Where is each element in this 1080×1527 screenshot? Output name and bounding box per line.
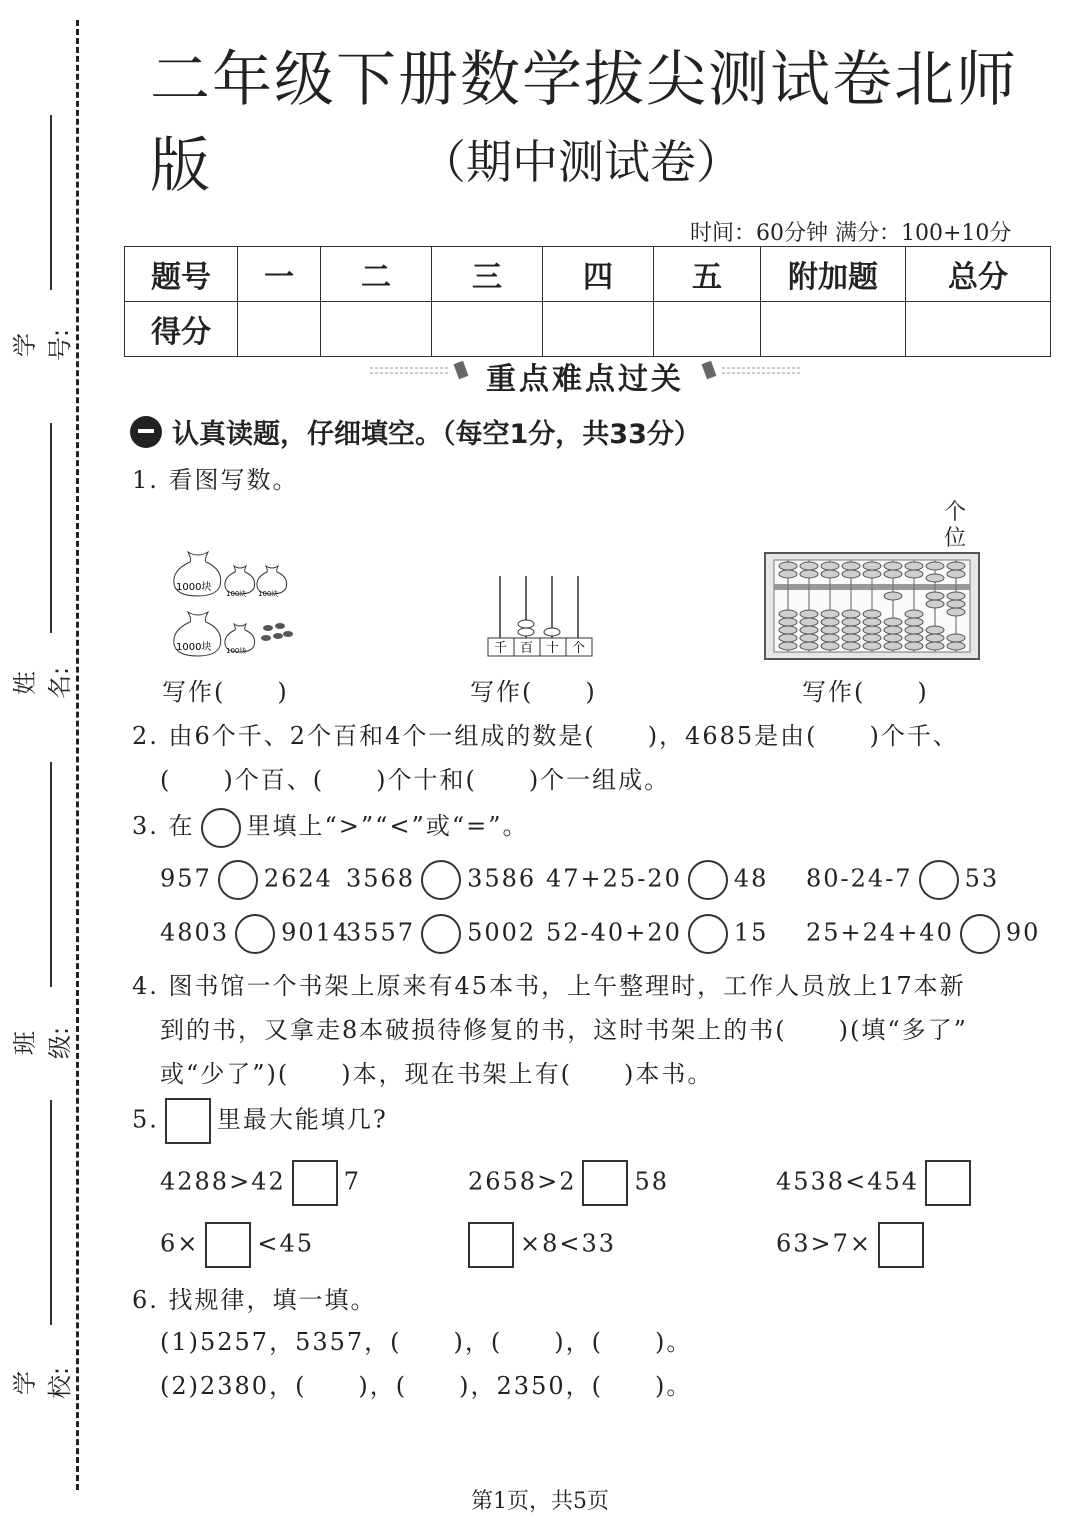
q3-row2-a <box>160 914 350 954</box>
q3-row2-d <box>806 914 1040 954</box>
compare-circle-input[interactable] <box>688 914 728 954</box>
q5-item-1 <box>160 1160 361 1206</box>
q3-stem-a: 3. 在 <box>132 812 195 840</box>
q4-line1: 4. 图书馆一个书架上原来有45本书，上午整理时，工作人员放上17本新 <box>132 972 966 1000</box>
abacus-label-hundreds: 百 <box>520 641 534 656</box>
q3-right: 3586 <box>467 864 537 893</box>
score-cell: 总分 <box>906 247 1051 302</box>
page-footer: 第1页，共5页 <box>471 1489 609 1514</box>
q3-row2-b <box>346 914 536 954</box>
q5-item-4 <box>160 1222 314 1268</box>
q5-left: 63>7× <box>776 1229 873 1258</box>
score-input[interactable] <box>761 302 906 357</box>
score-cell: 附加题 <box>761 247 906 302</box>
q5-right: 58 <box>634 1167 670 1196</box>
score-input[interactable] <box>238 302 321 357</box>
exam-meta: 时间：60分钟 满分：100+10分 <box>690 221 1012 246</box>
name-line <box>50 423 52 633</box>
score-input[interactable] <box>906 302 1051 357</box>
q3-right: 48 <box>733 864 769 893</box>
q3-row1-d <box>806 860 999 900</box>
student-id-label: 学号: <box>11 328 74 362</box>
q3-left: 3557 <box>346 918 416 947</box>
class-line <box>50 762 52 987</box>
score-row-label: 得分 <box>125 302 238 357</box>
score-cell: 一 <box>238 247 321 302</box>
compare-circle-input[interactable] <box>421 914 461 954</box>
student-id-line <box>50 115 52 290</box>
abacus-label-tens: 十 <box>546 641 560 656</box>
q6-stem: 6. 找规律，填一填。 <box>132 1286 377 1314</box>
q2-line2: ( )个百、( )个十和( )个一组成。 <box>160 766 671 794</box>
q3-left: 4803 <box>160 918 230 947</box>
q5-right: ×8<33 <box>520 1229 617 1258</box>
name-label: 姓名: <box>11 666 74 700</box>
abacus-label-ones: 个 <box>572 641 586 656</box>
q3-stem <box>132 806 528 848</box>
q3-stem-b: 里填上“>”“<”或“=”。 <box>246 812 529 840</box>
q3-right: 5002 <box>467 918 537 947</box>
q3-left: 957 <box>160 864 212 893</box>
q3-row1-b <box>346 860 536 900</box>
circle-blank-icon <box>201 808 241 848</box>
q3-right: 15 <box>733 918 769 947</box>
q3-right: 90 <box>1005 918 1041 947</box>
compare-circle-input[interactable] <box>688 860 728 900</box>
q1-answer-a[interactable]: 写作( ) <box>162 678 289 706</box>
q6-line1: (1)5257，5357，( )，( )，( )。 <box>160 1328 693 1356</box>
digit-box-input[interactable] <box>878 1222 924 1268</box>
q3-left: 25+24+40 <box>806 918 954 947</box>
compare-circle-input[interactable] <box>960 914 1000 954</box>
q5-item-3 <box>776 1160 977 1206</box>
page-title: 二年级下册数学拔尖测试卷北师版 <box>150 45 1018 201</box>
page-subtitle: （期中测试卷） <box>420 135 742 189</box>
q3-left: 52-40+20 <box>546 918 682 947</box>
q1-answer-c[interactable]: 写作( ) <box>802 678 929 706</box>
class-label: 班级: <box>11 1026 74 1060</box>
bag-small-label: 100块 <box>226 647 247 655</box>
score-table <box>124 246 1051 357</box>
section-one-badge-icon <box>130 416 162 448</box>
score-cell: 题号 <box>125 247 238 302</box>
score-table-score-row <box>125 302 1051 357</box>
score-cell: 二 <box>321 247 432 302</box>
suanpan-ones-label: 个位 <box>944 500 967 551</box>
score-table-header-row <box>125 247 1051 302</box>
q5-stem-a: 5. <box>132 1105 159 1134</box>
score-input[interactable] <box>654 302 761 357</box>
bag-big-label: 1000块 <box>176 582 212 593</box>
q5-left: 4288>42 <box>160 1167 286 1196</box>
q4-line3: 或“少了”)( )本，现在书架上有( )本书。 <box>160 1060 714 1088</box>
school-label: 学校: <box>11 1366 74 1400</box>
q3-right: 2624 <box>263 864 333 893</box>
digit-box-input[interactable] <box>205 1222 251 1268</box>
score-cell: 三 <box>432 247 543 302</box>
score-input[interactable] <box>543 302 654 357</box>
compare-circle-input[interactable] <box>421 860 461 900</box>
digit-box-input[interactable] <box>468 1222 514 1268</box>
bag-big-label: 1000块 <box>176 642 212 653</box>
school-line <box>50 1100 52 1325</box>
suanpan-image <box>764 552 980 660</box>
q4-line2: 到的书，又拿走8本破损待修复的书，这时书架上的书( )(填“多了” <box>160 1016 968 1044</box>
q6-line2: (2)2380，( )，( )，2350，( )。 <box>160 1372 693 1400</box>
digit-box-input[interactable] <box>925 1160 971 1206</box>
q2-line1: 2. 由6个千、2个百和4个一组成的数是( )，4685是由( )个千、 <box>132 722 959 750</box>
q3-left: 47+25-20 <box>546 864 682 893</box>
compare-circle-input[interactable] <box>218 860 258 900</box>
score-cell: 四 <box>543 247 654 302</box>
section-heading: 认真读题，仔细填空。（每空1分，共33分） <box>172 419 701 450</box>
q3-row2-c <box>546 914 768 954</box>
q5-right: 7 <box>343 1167 362 1196</box>
q3-left: 80-24-7 <box>806 864 913 893</box>
q3-row1-c <box>546 860 768 900</box>
q5-right: <45 <box>257 1229 315 1258</box>
q3-row1-a <box>160 860 333 900</box>
q3-right: 9014 <box>281 918 351 947</box>
square-blank-icon <box>165 1098 211 1144</box>
digit-box-input[interactable] <box>582 1160 628 1206</box>
compare-circle-input[interactable] <box>919 860 959 900</box>
bag-small-label: 100块 <box>226 590 247 598</box>
compare-circle-input[interactable] <box>235 914 275 954</box>
q3-right: 53 <box>964 864 1000 893</box>
digit-box-input[interactable] <box>292 1160 338 1206</box>
score-cell: 五 <box>654 247 761 302</box>
q1-stem: 1. 看图写数。 <box>132 466 299 494</box>
q3-left: 3568 <box>346 864 416 893</box>
counting-abacus-image <box>486 572 596 658</box>
q5-left: 2658>2 <box>468 1167 577 1196</box>
q5-left: 4538<454 <box>776 1167 919 1196</box>
q5-item-6 <box>776 1222 930 1268</box>
score-input[interactable] <box>432 302 543 357</box>
score-input[interactable] <box>321 302 432 357</box>
q5-left: 6× <box>160 1229 200 1258</box>
abacus-label-thousands: 千 <box>494 641 508 656</box>
bag-small-label: 100块 <box>258 590 279 598</box>
section-banner: 重点难点过关 <box>486 362 684 397</box>
q1-answer-b[interactable]: 写作( ) <box>470 678 597 706</box>
q5-item-2 <box>468 1160 669 1206</box>
q5-item-5 <box>462 1222 616 1268</box>
binding-dashed-line <box>76 20 79 1490</box>
q5-stem <box>132 1098 388 1144</box>
q5-stem-b: 里最大能填几? <box>216 1105 388 1134</box>
money-bags-image <box>168 540 308 660</box>
